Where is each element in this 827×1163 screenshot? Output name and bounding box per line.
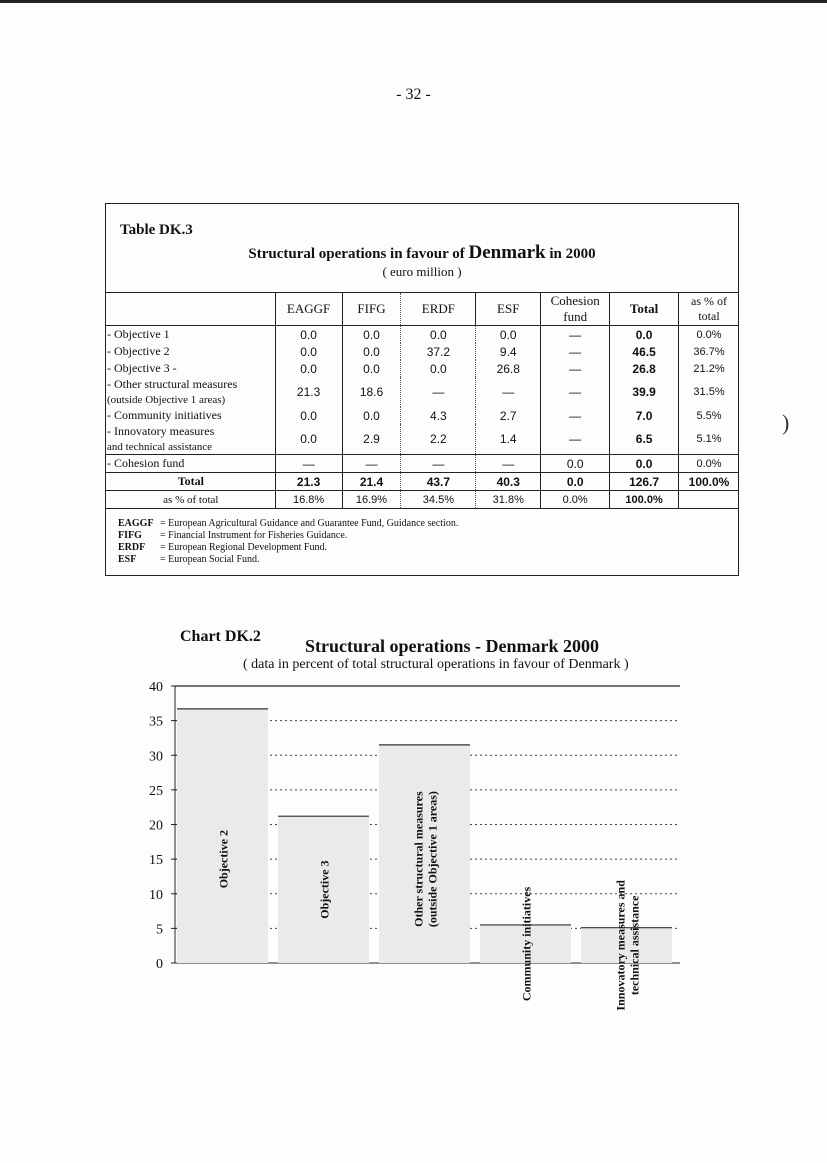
bar-label-text: Objective 3 — [317, 860, 332, 919]
table-cell: 21.2% — [693, 362, 725, 375]
y-tick-label: 0 — [156, 957, 163, 972]
table-cell: 1.4 — [476, 424, 541, 455]
bar-label-text: Community initiatives — [519, 886, 534, 1002]
table-cell: 21.3 — [275, 473, 342, 491]
table-cell: 0.0% — [696, 457, 722, 470]
table-cell: — — [401, 377, 476, 407]
table-cell: 0.0 — [610, 455, 679, 473]
y-tick-label: 10 — [149, 887, 163, 903]
table-cell: — — [541, 360, 610, 377]
legend-abbr: ESF — [118, 554, 137, 565]
table-cell: — — [342, 455, 401, 473]
row-label-text: - Innovatory measures — [107, 424, 215, 438]
chart-subtitle: ( data in percent of total structural operations in favour of Denmark ) — [243, 657, 629, 672]
bar-label-text: (outside Objective 1 areas) — [425, 791, 440, 928]
bar-label — [217, 830, 231, 888]
table-cell: 37.2 — [401, 343, 476, 360]
table-cell: 0.0 — [610, 326, 679, 344]
table-cell: 2.2 — [401, 424, 476, 455]
table-cell: 100.0% — [679, 473, 739, 491]
table-cell: 26.8 — [476, 360, 541, 377]
table-cell: 18.6 — [342, 377, 401, 407]
table-cell: 0.0 — [275, 360, 342, 377]
table-cell: 6.5 — [610, 424, 679, 455]
table-cell: 0.0% — [541, 491, 610, 509]
chart-title: Structural operations - Denmark 2000 — [305, 636, 599, 656]
table-cell: 31.5% — [693, 386, 725, 398]
table-cell: — — [401, 455, 476, 473]
table-cell: 4.3 — [401, 407, 476, 424]
table-title-pre: Structural operations in favour of — [248, 246, 465, 262]
table-cell: 0.0 — [275, 343, 342, 360]
bar-label-text: Other structural measures — [411, 791, 426, 927]
row-label-sub: (outside Objective 1 areas) — [107, 394, 226, 406]
row-label-text: - Objective 2 — [107, 344, 170, 358]
table-cell: 0.0% — [696, 328, 722, 341]
row-label-text: - Other structural measures — [107, 377, 238, 391]
header-cell: ERDF — [401, 293, 476, 326]
table-cell: 0.0 — [342, 326, 401, 344]
header-cell: ESF — [476, 293, 541, 326]
row-label-text: as % of total — [163, 493, 219, 506]
table-cell: — — [476, 455, 541, 473]
legend-text: = European Agricultural Guidance and Guarantee Fund, Guidance section. — [160, 518, 459, 529]
table-cell: 36.7% — [693, 345, 725, 358]
bar-label-text: technical assistance — [627, 895, 642, 996]
bar-label — [520, 886, 534, 1001]
table-cell: 5.5% — [696, 409, 722, 422]
legend-abbr: EAGGF — [118, 518, 154, 529]
header-cell: FIFG — [342, 293, 401, 326]
table-cell: — — [541, 424, 610, 455]
table-cell: 0.0 — [342, 360, 401, 377]
bar-label-text: Innovatory measures and — [613, 880, 628, 1011]
header-cell: EAGGF — [275, 293, 342, 326]
table-cell: 16.8% — [275, 491, 342, 509]
table-cell: 46.5 — [610, 343, 679, 360]
table-label: Table DK.3 — [120, 222, 193, 238]
table-unit: ( euro million ) — [382, 264, 462, 279]
header-cell: as % of total — [679, 293, 739, 326]
table-cell: 126.7 — [610, 473, 679, 491]
table-cell: 9.4 — [476, 343, 541, 360]
table-cell: 34.5% — [401, 491, 476, 509]
table-cell: — — [275, 455, 342, 473]
legend-abbr: FIFG — [118, 530, 142, 541]
legend-text: = European Regional Development Fund. — [160, 542, 327, 553]
table-cell: 31.8% — [476, 491, 541, 509]
table-cell: 0.0 — [342, 407, 401, 424]
table-cell: — — [476, 377, 541, 407]
table-cell: 0.0 — [401, 326, 476, 344]
y-tick-label: 30 — [149, 749, 163, 765]
scan-mark: ) — [782, 410, 790, 435]
legend-text: = European Social Fund. — [160, 554, 260, 565]
table-cell: 26.8 — [610, 360, 679, 377]
y-tick-label: 15 — [149, 853, 163, 869]
table-cell: 7.0 — [610, 407, 679, 424]
table-cell: 0.0 — [541, 455, 610, 473]
table-cell: 39.9 — [610, 377, 679, 407]
table-cell: — — [541, 407, 610, 424]
row-label-text: - Community initiatives — [107, 408, 222, 422]
row-label-sub: and technical assistance — [107, 441, 213, 453]
table-cell: — — [541, 377, 610, 407]
header-cell: Total — [610, 293, 679, 326]
page-number: - 32 - — [396, 86, 431, 103]
row-label-text: - Cohesion fund — [107, 456, 185, 470]
table-cell: 2.9 — [342, 424, 401, 455]
table-cell: 0.0 — [342, 343, 401, 360]
table-cell: 40.3 — [476, 473, 541, 491]
y-tick-label: 25 — [149, 783, 163, 799]
bar-label — [614, 880, 642, 1011]
row-label-text: - Objective 3 - — [107, 361, 177, 375]
table-cell: 43.7 — [401, 473, 476, 491]
table-cell: 2.7 — [476, 407, 541, 424]
table-cell: — — [541, 326, 610, 344]
header-cell: Cohesion fund — [541, 293, 610, 326]
y-tick-label: 35 — [149, 714, 163, 730]
legend-abbr: ERDF — [118, 542, 146, 553]
row-label-text: - Objective 1 — [107, 327, 170, 341]
table-cell: 21.3 — [275, 377, 342, 407]
y-tick-label: 20 — [149, 818, 163, 834]
table-cell: 0.0 — [476, 326, 541, 344]
bar-label — [318, 860, 332, 918]
table-cell: — — [541, 343, 610, 360]
table-cell: 100.0% — [610, 491, 679, 509]
bar-label — [412, 791, 440, 927]
bar-label-text: Objective 2 — [216, 829, 231, 889]
chart-label: Chart DK.2 — [180, 628, 261, 645]
table-title-country: Denmark — [468, 242, 546, 263]
table-title-post: in 2000 — [549, 246, 596, 262]
y-tick-label: 40 — [149, 680, 163, 695]
table-cell: 0.0 — [275, 407, 342, 424]
table-cell: 21.4 — [342, 473, 401, 491]
table-cell: 16.9% — [342, 491, 401, 509]
row-label-text: Total — [177, 474, 204, 488]
table-cell: 0.0 — [275, 326, 342, 344]
legend-text: = Financial Instrument for Fisheries Guidance. — [160, 530, 348, 541]
table-cell: 0.0 — [401, 360, 476, 377]
y-tick-label: 5 — [156, 922, 163, 938]
table-cell: 0.0 — [275, 424, 342, 455]
table-cell: 0.0 — [541, 473, 610, 491]
table-cell: 5.1% — [696, 433, 722, 445]
